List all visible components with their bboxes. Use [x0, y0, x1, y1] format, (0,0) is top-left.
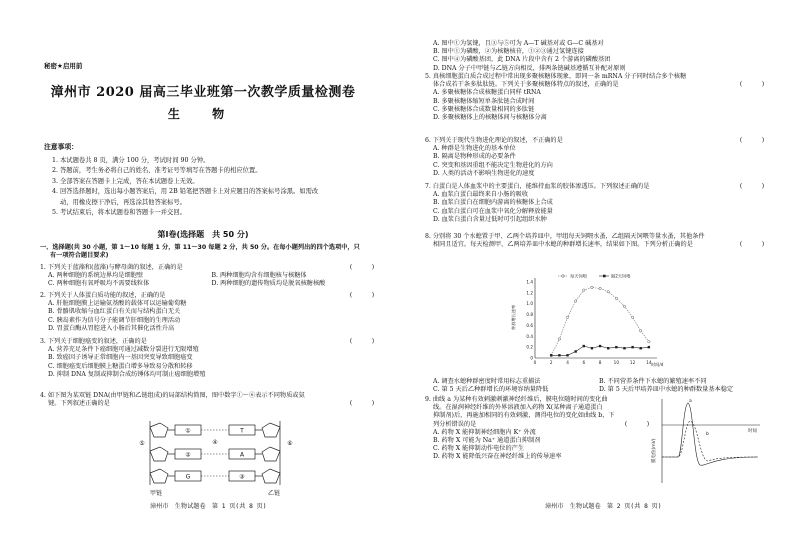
sugar-shape	[150, 447, 168, 461]
question-5	[425, 73, 765, 122]
x-tick-label: 0	[533, 360, 537, 365]
backbone-label: ⑤	[139, 440, 145, 447]
data-point	[566, 316, 568, 318]
data-point	[623, 347, 625, 349]
x-tick-label: 2	[549, 360, 553, 365]
exam-subject: 生 物	[167, 107, 239, 121]
answer-paren: ( )	[738, 183, 765, 190]
sugar-shape	[150, 469, 168, 483]
option: C. 药物 X 能抑制动作电位的产生	[433, 445, 525, 453]
question-stem: 1. 下列关于蓝藻和(蓝藻)与酵母菌的叙述，正确的是	[40, 264, 183, 271]
x-tick-label: 14	[646, 360, 652, 365]
option: B. 致癌因子诱导正常细胞内一基因突变导致细胞癌变	[48, 354, 193, 362]
question-7	[425, 183, 765, 224]
option: C. 图中④为磷酸基团，此 DNA 片段中含有 2 个游离的磷酸基团	[433, 56, 611, 64]
notice-item: 4. 回答选择题时，选出每小题答案后，用 2B 铅笔把答题卡上对应题目的答案标号涂黑。如需改	[52, 188, 319, 196]
data-point	[583, 289, 585, 291]
option: D. 人类的活动不影响生物进化的速度	[433, 169, 535, 177]
question-6	[425, 137, 765, 178]
sugar-shape	[262, 469, 280, 483]
option: B. 不同营养条件下水螅的繁殖速率不同	[599, 378, 707, 385]
answer-paren: ( )	[348, 338, 375, 345]
answer-paren: ( )	[738, 81, 765, 89]
curve-b-label: b	[706, 432, 709, 437]
chain-a-label: 甲链	[149, 490, 163, 497]
x-axis-label: 时间	[748, 429, 757, 434]
data-point	[631, 316, 633, 318]
curve-a-label: a	[689, 399, 692, 404]
question-1	[40, 264, 375, 289]
option: A. 药物 X 能抑制神经细胞内 K⁺ 外流	[433, 428, 536, 436]
data-point	[607, 347, 609, 349]
question-2	[40, 292, 375, 333]
series-line-2	[551, 346, 649, 355]
notice-item: 3. 全部答案在答题卡上完成，答在本试题卷上无效。	[52, 177, 199, 185]
data-point	[599, 287, 601, 289]
answer-paren: ( )	[738, 241, 765, 249]
data-point	[550, 354, 552, 356]
question-3	[40, 338, 375, 379]
data-point	[599, 345, 601, 347]
y-axis-label: 种群增长速率	[511, 304, 516, 330]
data-point	[640, 347, 642, 349]
option: A. 血浆白蛋白最终来自小肠的吸收	[433, 191, 529, 199]
option: C. 胰岛素作为信号分子能调节肝细胞的生理活动	[48, 316, 181, 324]
base-label: ②	[185, 451, 191, 459]
y-tick-label: 0.6	[526, 322, 533, 328]
question-stem: 9. 曲线 a 为某种有效刺激刺激神经纤维后，膜电位随时间的变化曲	[425, 396, 608, 403]
option: D. 两种细胞的遗传物质均是脱氧核糖核酸	[211, 280, 326, 288]
x-tick-label: 6	[582, 360, 586, 365]
y-tick-label: 0.4	[526, 333, 533, 339]
option: B. 隔离是物种形成的必要条件	[433, 153, 516, 161]
base-label: A	[239, 451, 245, 459]
y-tick-label: 0.2	[526, 344, 533, 350]
question-stem: 6. 下列关于现代生物进化理论的叙述，不正确的是	[425, 137, 563, 144]
answer-paren: ( )	[348, 292, 375, 299]
option: A. 肝脏细胞膜上运输氨基酸的载体可以运输葡萄糖	[48, 300, 187, 308]
question-9	[425, 396, 650, 462]
section-line: 有一项符合题目要求)	[50, 252, 109, 260]
growth-rate-chart	[505, 270, 670, 375]
option: C. 突变和基因重组不能决定生物进化的方向	[433, 161, 553, 169]
y-tick-label: 1.2	[526, 290, 533, 296]
y-tick-label: 1.0	[526, 301, 533, 307]
chain-b-label: 乙链	[267, 490, 281, 497]
notice-item: 1. 本试题卷共 8 页，满分 100 分，考试时间 90 分钟。	[52, 157, 210, 164]
notice-item: 5. 考试结束后，将本试题卷和答题卡一并交回。	[52, 208, 186, 216]
data-point	[591, 286, 593, 288]
option: C. 细胞癌变后细胞膜上糖蛋白增多导致易分散和转移	[48, 362, 193, 370]
legend-label: 隔2天饲喂	[611, 273, 631, 279]
notice-list	[52, 156, 372, 218]
data-point	[574, 350, 576, 352]
answer-paren: ( )	[738, 137, 765, 144]
data-point	[574, 300, 576, 302]
question-stem: 3. 下列关于细胞癌变的叙述，正确的是	[40, 338, 147, 345]
question-stem: 抑制剂)后，再施加相同的有效刺激，测得电位的变化如曲线 b，下	[433, 412, 615, 420]
answer-paren: ( )	[348, 400, 375, 408]
question-stem: 线。在湿润神经纤维的外界溶液加入药物 X(某种离子通道蛋白	[433, 404, 603, 412]
curve-a	[662, 403, 758, 465]
notice-item: 动，用橡皮擦干净后，再选涂其他答案标号。	[60, 198, 186, 206]
x-tick-label: 12	[629, 360, 636, 365]
option: B. 多聚核糖体缩短单条肽链合成时间	[433, 97, 535, 105]
exam-title: 漳州市 2020 届高三毕业班第一次教学质量检测卷	[50, 85, 356, 100]
option: C. 血浆白蛋白可在血浆中氧化分解释放能量	[433, 207, 553, 215]
data-point	[558, 338, 560, 340]
option: D. 多聚核糖体上的核糖体间与核糖体分离	[433, 113, 547, 121]
option: A. 营养充足条件下癌细胞可通过减数分裂进行无限增殖	[48, 346, 199, 354]
curve-b	[662, 421, 758, 461]
sugar-shape	[262, 447, 280, 461]
x-tick-label: 10	[613, 360, 620, 365]
dna-structure-figure	[120, 415, 310, 497]
y-tick-label: 1.4	[526, 279, 533, 285]
backbone-label: ⑥	[287, 440, 293, 447]
question-stem: 2. 下列关于人体蛋白质功能的叙述，正确的是	[40, 292, 166, 299]
x-tick-label: 8	[598, 360, 602, 365]
option: D. DNA 分子中甲链与乙链方向相反，排两条链碱基遵循互补配对原则	[433, 64, 626, 72]
membrane-potential-chart	[648, 395, 766, 487]
question-stem: 体合成若干条多肽肽链。下列关于多聚核糖体特点的叙述，正确的是	[433, 81, 619, 89]
notice-item: 2. 答题前，考生务必将自己的姓名、准考证号等填写在答题卡的相应位置。	[52, 167, 262, 175]
option: A. 多聚核糖体合成核糖蛋白同样 tRNA	[433, 89, 541, 97]
data-point	[566, 354, 568, 356]
option: D. 抑制 DNA 复制或抑制合成纺锤体均可制止癌细胞增殖	[48, 370, 206, 378]
question-stem: 键。下列叙述正确的是	[48, 400, 110, 408]
option: D. 血浆白蛋白含量过低时可引起组织水肿	[433, 215, 547, 223]
page-footer: 漳州市 生物试题卷 第 1 页(共 8 页)	[150, 503, 267, 510]
data-point	[623, 305, 625, 307]
data-point	[607, 291, 609, 293]
part-heading: 第Ⅰ卷(选择题 共 50 分)	[157, 230, 249, 239]
base-label: ③	[239, 473, 245, 481]
data-point	[640, 330, 642, 332]
question-stem: 5. 真核细胞蛋白质合成过程中常出现多聚核糖体现象，即同一条 mRNA 分子同时结合多个核糖	[425, 73, 687, 80]
page-footer: 漳州市 生物试题卷 第 2 页(共 8 页)	[545, 503, 662, 510]
option: A. 图中①为氢键，且③与⑤可为 A—T 碱基对或 G—C 碱基对	[433, 40, 604, 47]
y-axis-label: 膜电位(mV)	[652, 438, 657, 463]
question-8	[425, 233, 765, 249]
data-point	[583, 345, 585, 347]
base-label: G	[185, 473, 191, 481]
data-point	[648, 346, 650, 348]
answer-paren: ( )	[623, 420, 650, 428]
question-4	[40, 392, 375, 408]
option: A. 调查水螅种群密度时常用标志重捕法	[433, 378, 541, 385]
option: B. 血浆白蛋白在细胞内游离的核糖体上合成	[433, 199, 553, 207]
section-line: 一、选择题(共 30 小题，第 1～10 每题 1 分，第 11～30 每题 2 分，共 50 分。在每小题列出的四个选项中，只	[40, 244, 360, 251]
question-stem: 4. 如下图为某双链 DNA(由甲链和乙链组成)的局部结构简图，图中数字①～⑥表示不同物质或氨	[40, 392, 305, 399]
option: C. 多聚核糖体合成数量相同的多肽链	[433, 105, 535, 113]
y-tick-label: 0.8	[526, 312, 533, 318]
legend-label: 每天饲喂	[570, 273, 587, 279]
option: C. 两种细胞有氧呼吸均不需要线粒体	[48, 280, 150, 288]
question-stem: 7. 白蛋白是人体血浆中的主要蛋白，能维持血浆的胶体渗透压。下列叙述正确的是	[425, 183, 650, 190]
x-tick-label: 4	[566, 360, 569, 365]
notice-heading: 注意事项：	[44, 143, 78, 151]
data-point	[615, 346, 617, 348]
data-point	[648, 341, 650, 343]
option: A. 两种细胞的系统边界均是细胞壁	[48, 272, 144, 280]
option: D. 药物 X 能降低兴奋在神经纤维上的传导速率	[433, 453, 562, 461]
section-heading	[40, 244, 370, 261]
option: D. 第 5 天后甲培养皿中水螅的种群数量基本稳定	[599, 386, 734, 394]
question-stem: 8. 分别将 30 个水螅置于甲、乙两个培养皿中，甲组每天饲喂水蚤，乙组隔天饲喂等量水蚤，其他条件	[425, 233, 705, 240]
question-8-options	[425, 378, 765, 394]
data-point	[615, 297, 617, 299]
question-4-options	[425, 40, 765, 73]
option: B. 药物 X 可能为 Na⁺ 通道蛋白抑制剂	[433, 436, 541, 444]
option: B. 两种细胞均含有细胞核与核糖体	[211, 272, 307, 280]
sugar-shape	[150, 423, 168, 437]
sugar-shape	[262, 423, 280, 437]
option: B. 骨骼肌收缩与血红蛋白有关而与结构蛋白无关	[48, 308, 181, 316]
option: C. 第 5 天后乙种群增长的环境容纳量降低	[433, 386, 549, 394]
y-tick-label: 0	[530, 355, 533, 361]
secret-label: 秘密★启用前	[44, 62, 83, 70]
base-label: T	[240, 427, 244, 435]
option: A. 种群是生物进化的基本单位	[433, 145, 516, 153]
question-stem: 列分析错误的是	[433, 420, 477, 428]
bond-label: ④	[212, 439, 218, 446]
base-label: ①	[185, 427, 191, 435]
question-stem: 相同且适宜。每天检测甲、乙两培养皿中水螅的种群增长速率，结果如下图。下列分析正确的是	[433, 241, 693, 249]
data-point	[558, 354, 560, 356]
answer-paren: ( )	[348, 264, 375, 271]
option: B. 图中①为磷酸，②为核糖核苷，①②③通过氢键连接	[433, 48, 584, 56]
data-point	[591, 347, 593, 349]
option: D. 胃蛋白酶从胃腔进入小肠后其催化活性升高	[48, 324, 175, 332]
data-point	[631, 346, 633, 348]
x-axis-label: 时间/d	[651, 362, 664, 367]
